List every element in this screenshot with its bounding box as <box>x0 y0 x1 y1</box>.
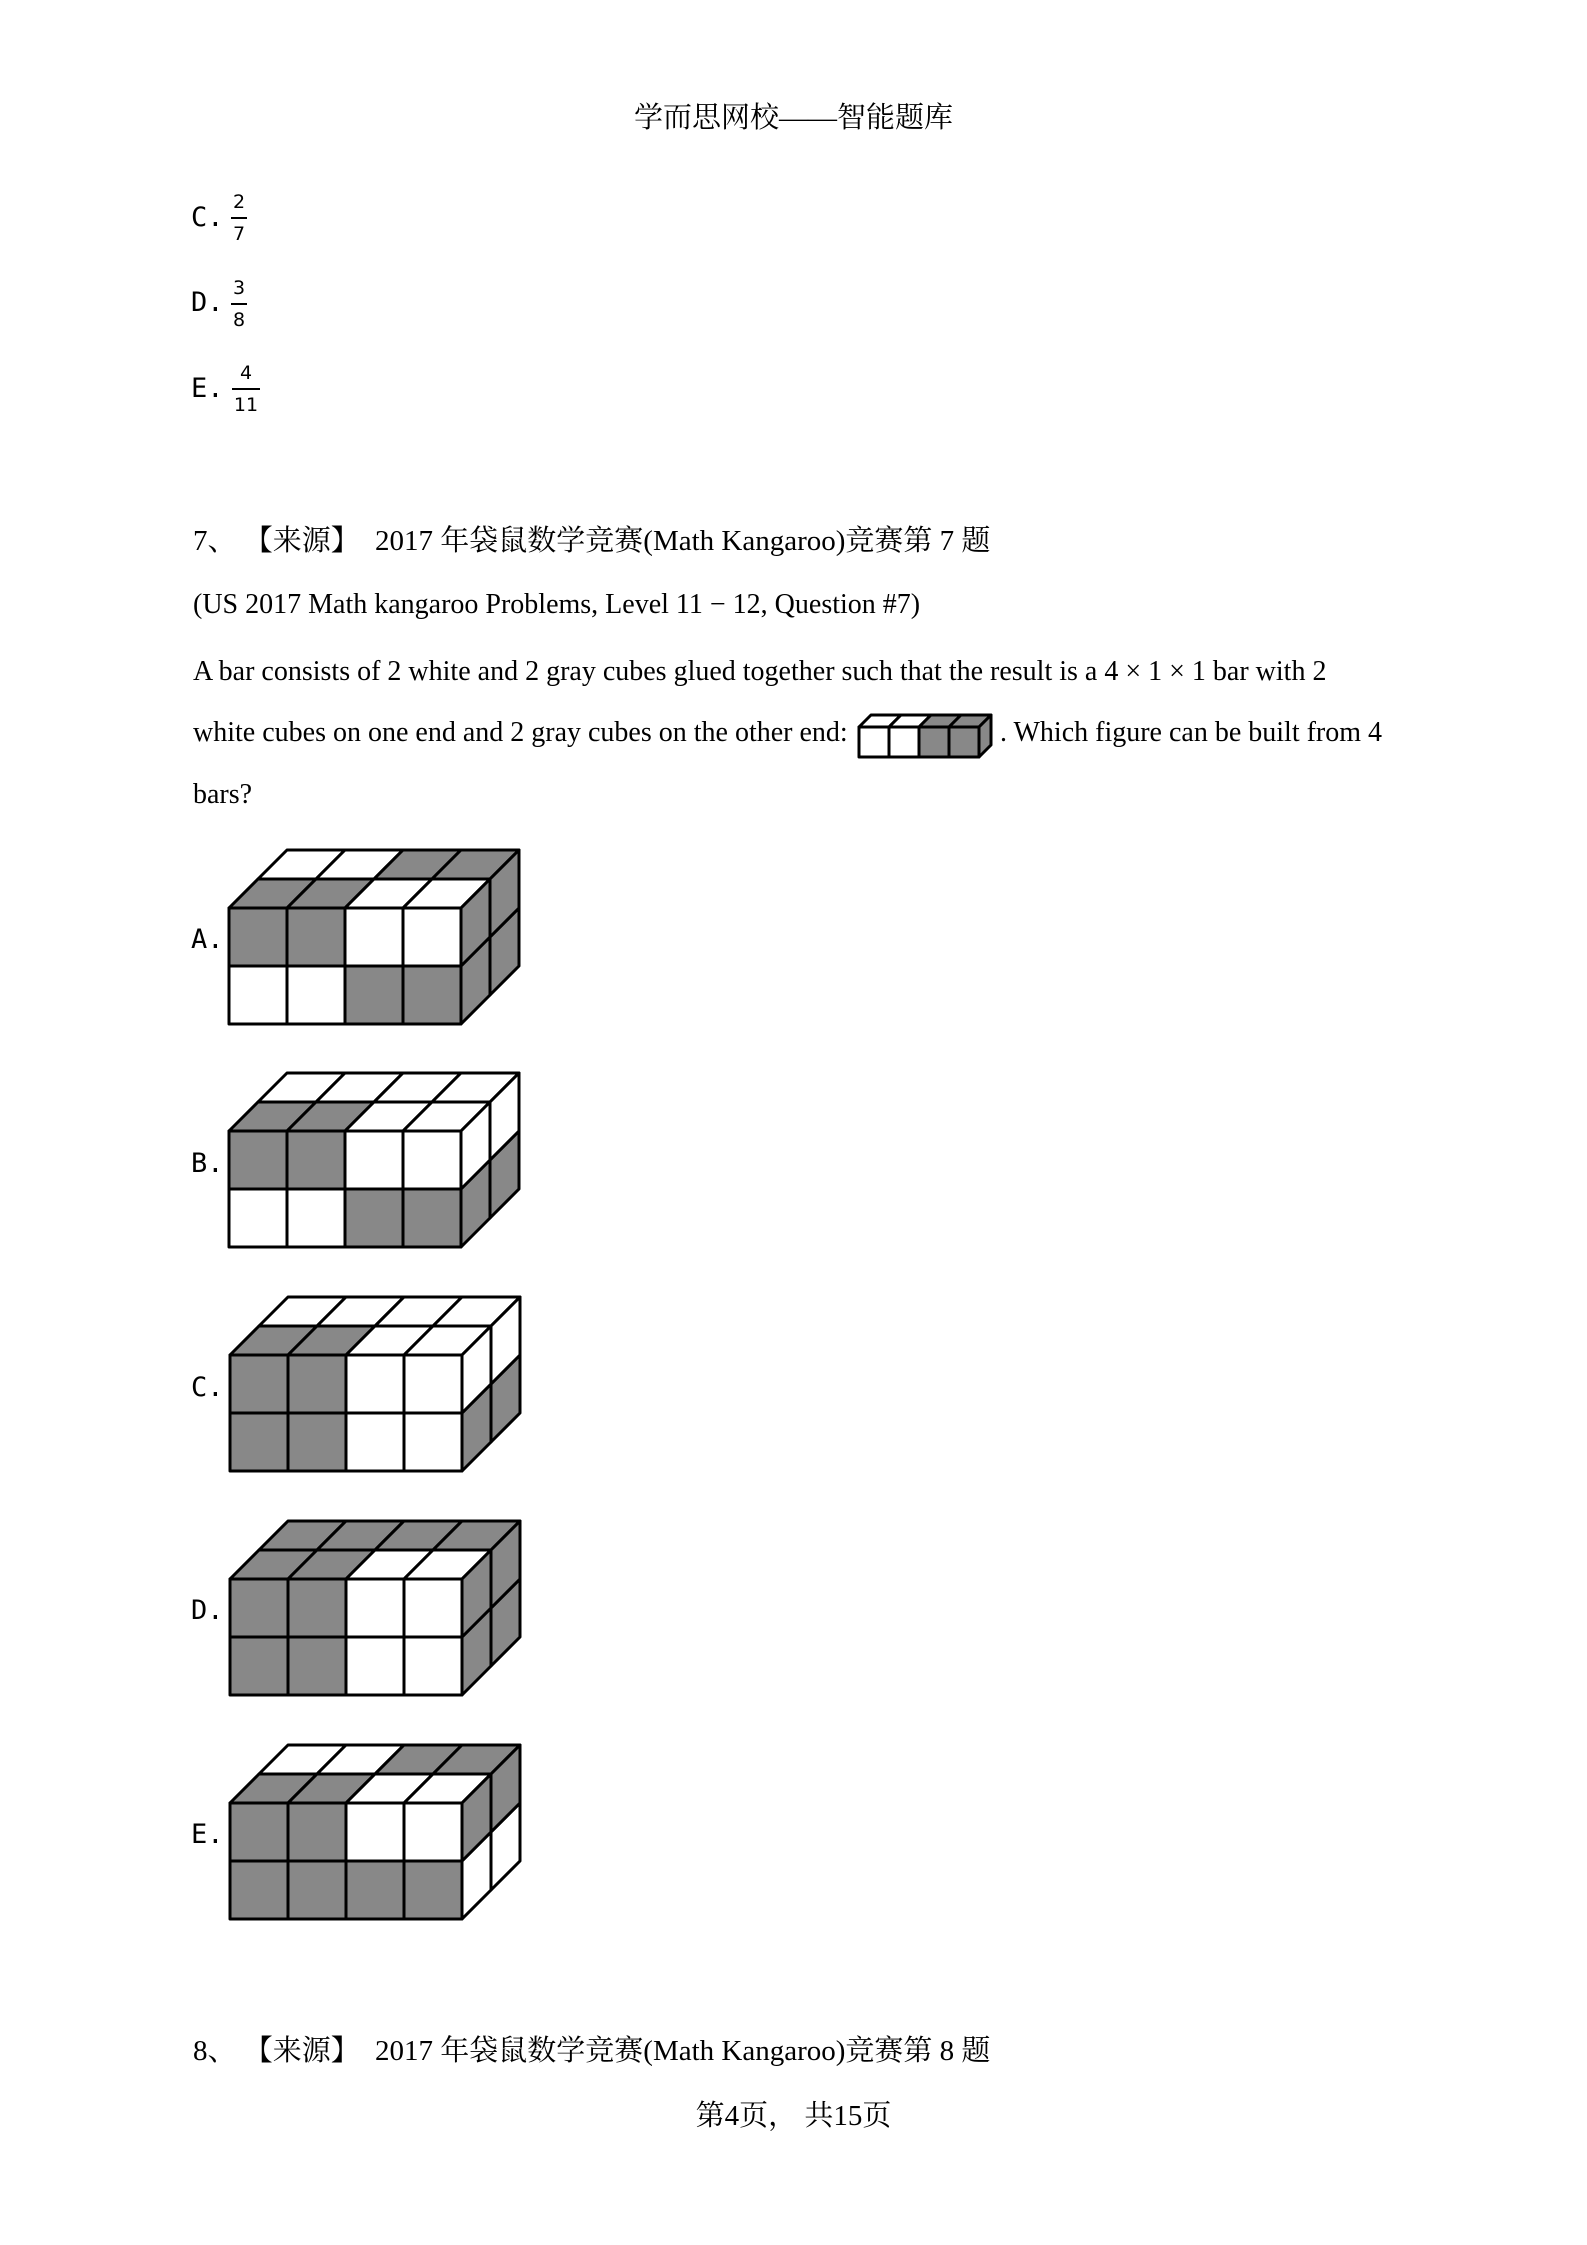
cube-front-face <box>288 1637 346 1695</box>
cube-front-face <box>404 1355 462 1413</box>
cube-front-face <box>229 966 287 1024</box>
question-source: 2017 年袋鼠数学竞赛(Math Kangaroo)竞赛第 8 题 <box>375 2035 991 2067</box>
cube-front-face <box>288 1803 346 1861</box>
cube-front-face <box>346 1579 404 1637</box>
choice-c-label: C. <box>191 202 224 233</box>
choice-d-label: D. <box>191 287 224 318</box>
question-reference: (US 2017 Math kangaroo Problems, Level 11 − 12, Question #7) <box>193 589 921 620</box>
fraction-bar <box>231 303 247 305</box>
bar-front-face <box>889 727 919 757</box>
cube-front-face <box>404 1413 462 1471</box>
cube-front-face <box>230 1579 288 1637</box>
choice-d-fraction <box>231 276 247 332</box>
option-c-figure <box>226 1297 522 1473</box>
cube-front-face <box>288 1355 346 1413</box>
option-d-figure <box>226 1521 522 1697</box>
cube-front-face <box>229 1131 287 1189</box>
cube-front-face <box>288 1413 346 1471</box>
cube-front-face <box>230 1413 288 1471</box>
cube-front-face <box>403 966 461 1024</box>
cube-front-face <box>230 1637 288 1695</box>
choice-c-numerator: 2 <box>232 191 246 213</box>
source-tag: 【来源】 <box>243 525 360 557</box>
choice-c-fraction <box>231 190 247 246</box>
cube-front-face <box>287 1131 345 1189</box>
choice-e-fraction <box>232 361 260 417</box>
cube-front-face <box>230 1355 288 1413</box>
cube-front-face <box>346 1637 404 1695</box>
choice-e-numerator: 4 <box>239 362 253 384</box>
option-a-figure <box>225 850 521 1026</box>
cube-front-face <box>346 1803 404 1861</box>
choice-d-denominator: 8 <box>232 309 246 331</box>
question-text-line-3: bars? <box>193 779 253 810</box>
option-c-label: C. <box>191 1372 224 1403</box>
cube-front-face <box>345 1131 403 1189</box>
fraction-bar <box>232 388 260 390</box>
option-e-label: E. <box>191 1819 224 1850</box>
bar-figure <box>856 708 1000 760</box>
option-a-label: A. <box>191 924 224 955</box>
cube-front-face <box>404 1861 462 1919</box>
choice-e-label: E. <box>191 373 224 404</box>
cube-front-face <box>345 908 403 966</box>
option-b-figure <box>225 1073 521 1249</box>
cube-front-face <box>346 1355 404 1413</box>
question-source: 2017 年袋鼠数学竞赛(Math Kangaroo)竞赛第 7 题 <box>375 525 991 557</box>
bar-front-face <box>949 727 979 757</box>
cube-front-face <box>229 908 287 966</box>
question-number: 7、 <box>193 525 237 557</box>
choice-d-numerator: 3 <box>232 277 246 299</box>
cube-front-face <box>287 1189 345 1247</box>
cube-front-face <box>287 966 345 1024</box>
cube-front-face <box>404 1637 462 1695</box>
choice-c-denominator: 7 <box>232 223 246 245</box>
fraction-bar <box>231 217 247 219</box>
cube-front-face <box>230 1861 288 1919</box>
cube-front-face <box>345 1189 403 1247</box>
question-number: 8、 <box>193 2035 237 2067</box>
question-text-line-2-end: . Which figure can be built from 4 <box>1000 717 1383 748</box>
option-e-figure <box>226 1745 522 1921</box>
cube-front-face <box>403 1131 461 1189</box>
question-text-line-2-start: white cubes on one end and 2 gray cubes on the other end: <box>193 717 848 748</box>
cube-front-face <box>346 1413 404 1471</box>
cube-front-face <box>403 908 461 966</box>
bar-front-face <box>919 727 949 757</box>
question-8-heading <box>193 2028 990 2069</box>
cube-front-face <box>345 966 403 1024</box>
cube-front-face <box>404 1803 462 1861</box>
bar-front-face <box>859 727 889 757</box>
cube-front-face <box>288 1579 346 1637</box>
option-b-label: B. <box>191 1148 224 1179</box>
choice-e-denominator: 11 <box>233 394 259 416</box>
question-text-line-1: A bar consists of 2 white and 2 gray cubes glued together such that the result is a 4 × 1 × 1 bar with 2 <box>193 656 1327 687</box>
source-tag: 【来源】 <box>243 2035 360 2067</box>
page-header: 学而思网校——智能题库 <box>633 102 953 134</box>
cube-front-face <box>288 1861 346 1919</box>
cube-front-face <box>230 1803 288 1861</box>
cube-front-face <box>287 908 345 966</box>
option-d-label: D. <box>191 1595 224 1626</box>
cube-front-face <box>346 1861 404 1919</box>
cube-front-face <box>404 1579 462 1637</box>
cube-front-face <box>403 1189 461 1247</box>
question-7-heading <box>193 518 990 559</box>
page-footer: 第4页， 共15页 <box>695 2100 892 2132</box>
cube-front-face <box>229 1189 287 1247</box>
